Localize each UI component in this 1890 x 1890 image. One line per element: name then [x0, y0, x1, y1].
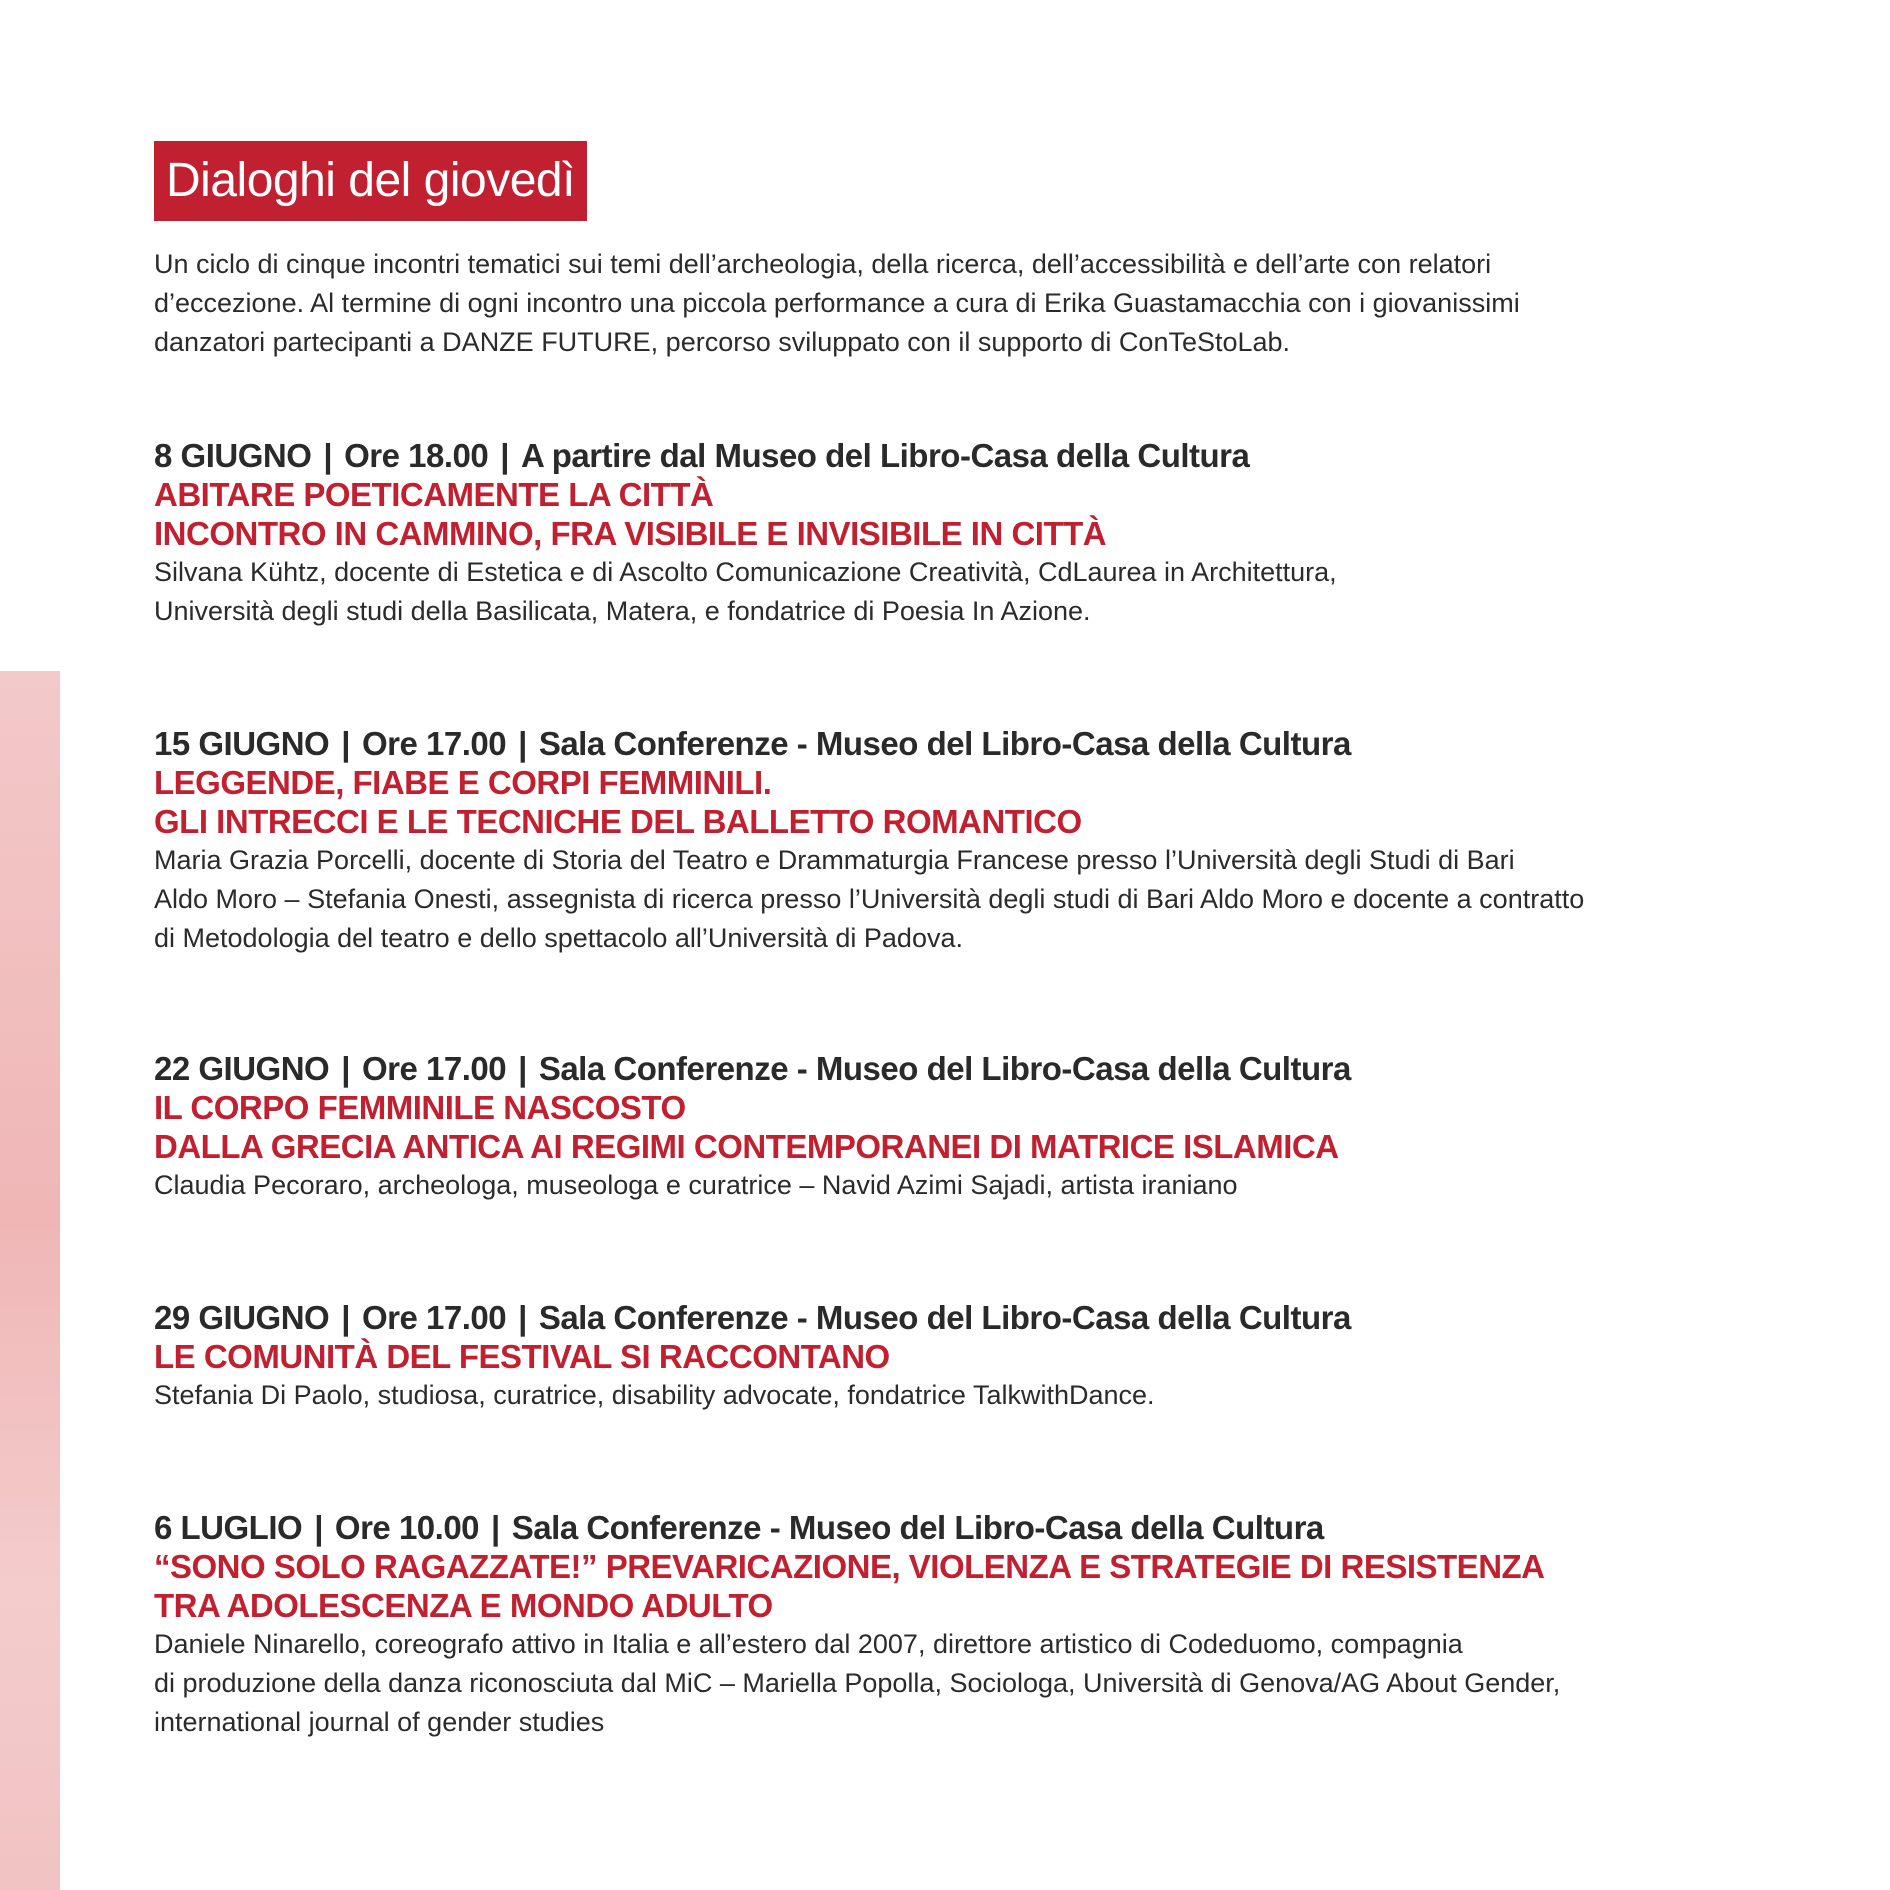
event-date: 8 GIUGNO [154, 437, 312, 474]
event-time: Ore 18.00 [344, 437, 489, 474]
event-date: 6 LUGLIO [154, 1509, 303, 1546]
event-item [154, 1508, 1560, 1742]
separator: | [491, 1509, 500, 1546]
intro-line: danzatori partecipanti a DANZE FUTURE, percorso sviluppato con il supporto di ConTeStoLab. [154, 327, 1291, 357]
event-title-line: LEGGENDE, FIABE E CORPI FEMMINILI. [154, 764, 772, 801]
event-title-line: ABITARE POETICAMENTE LA CITTÀ [154, 476, 714, 513]
section-title: Dialoghi del giovedì [154, 141, 587, 221]
event-header [154, 1049, 1351, 1088]
event-date: 29 GIUGNO [154, 1299, 330, 1336]
event-place: Sala Conferenze - Museo del Libro-Casa della Cultura [538, 1299, 1351, 1336]
event-place: A partire dal Museo del Libro-Casa della Cultura [520, 437, 1250, 474]
event-date: 15 GIUGNO [154, 725, 330, 762]
separator: | [500, 437, 509, 474]
event-speaker-line: Stefania Di Paolo, studiosa, curatrice, disability advocate, fondatrice TalkwithDance. [154, 1380, 1155, 1410]
event-title-line: TRA ADOLESCENZA E MONDO ADULTO [154, 1587, 773, 1624]
separator: | [341, 725, 350, 762]
event-header [154, 436, 1337, 475]
separator: | [518, 1050, 527, 1087]
event-place: Sala Conferenze - Museo del Libro-Casa della Cultura [538, 725, 1351, 762]
separator: | [314, 1509, 323, 1546]
event-item [154, 436, 1337, 631]
event-item [154, 1298, 1351, 1415]
event-date: 22 GIUGNO [154, 1050, 330, 1087]
intro-paragraph [154, 245, 1634, 362]
separator: | [518, 725, 527, 762]
decorative-side-band [0, 671, 60, 1890]
event-speaker-line: di Metodologia del teatro e dello spettacolo all’Università di Padova. [154, 923, 963, 953]
event-time: Ore 17.00 [361, 725, 507, 762]
event-title-line: “SONO SOLO RAGAZZATE!” PREVARICAZIONE, VIOLENZA E STRATEGIE DI RESISTENZA [154, 1548, 1545, 1585]
event-speaker-line: Claudia Pecoraro, archeologa, museologa e curatrice – Navid Azimi Sajadi, artista iraniano [154, 1170, 1238, 1200]
event-item [154, 1049, 1351, 1205]
event-time: Ore 10.00 [334, 1509, 480, 1546]
page-content [154, 141, 1714, 1737]
event-header [154, 1508, 1560, 1547]
event-time: Ore 17.00 [361, 1050, 507, 1087]
event-speaker-line: Maria Grazia Porcelli, docente di Storia del Teatro e Drammaturgia Francese presso l’Università degli Studi di Bari [154, 845, 1515, 875]
event-title-line: DALLA GRECIA ANTICA AI REGIMI CONTEMPORANEI DI MATRICE ISLAMICA [154, 1128, 1339, 1165]
event-time: Ore 17.00 [361, 1299, 507, 1336]
event-speaker-line: Aldo Moro – Stefania Onesti, assegnista di ricerca presso l’Università degli studi di Bari Aldo Moro e docente a contratto [154, 884, 1585, 914]
intro-line: Un ciclo di cinque incontri tematici sui temi dell’archeologia, della ricerca, dell’accessibilità e dell’arte con relatori [154, 249, 1492, 279]
event-speaker-line: international journal of gender studies [154, 1707, 605, 1737]
separator: | [341, 1050, 350, 1087]
separator: | [323, 437, 333, 474]
event-item [154, 724, 1584, 958]
event-speaker-line: Silvana Kühtz, docente di Estetica e di Ascolto Comunicazione Creatività, CdLaurea in Architettura, [154, 557, 1337, 587]
event-title-line: IL CORPO FEMMINILE NASCOSTO [154, 1089, 686, 1126]
separator: | [518, 1299, 527, 1336]
event-title-line: LE COMUNITÀ DEL FESTIVAL SI RACCONTANO [154, 1338, 890, 1375]
event-speaker-line: Università degli studi della Basilicata, Matera, e fondatrice di Poesia In Azione. [154, 596, 1091, 626]
event-title-line: GLI INTRECCI E LE TECNICHE DEL BALLETTO ROMANTICO [154, 803, 1082, 840]
event-speaker-line: di produzione della danza riconosciuta dal MiC – Mariella Popolla, Sociologa, Università di Genova/AG About Gender, [154, 1668, 1561, 1698]
event-header [154, 1298, 1351, 1337]
event-place: Sala Conferenze - Museo del Libro-Casa della Cultura [538, 1050, 1351, 1087]
event-place: Sala Conferenze - Museo del Libro-Casa della Cultura [511, 1509, 1324, 1546]
separator: | [341, 1299, 350, 1336]
event-header [154, 724, 1584, 763]
event-speaker-line: Daniele Ninarello, coreografo attivo in Italia e all’estero dal 2007, direttore artistico di Codeduomo, compagnia [154, 1629, 1463, 1659]
intro-line: d’eccezione. Al termine di ogni incontro una piccola performance a cura di Erika Guastamacchia con i giovanissimi [154, 288, 1520, 318]
event-title-line: INCONTRO IN CAMMINO, FRA VISIBILE E INVISIBILE IN CITTÀ [154, 515, 1107, 552]
